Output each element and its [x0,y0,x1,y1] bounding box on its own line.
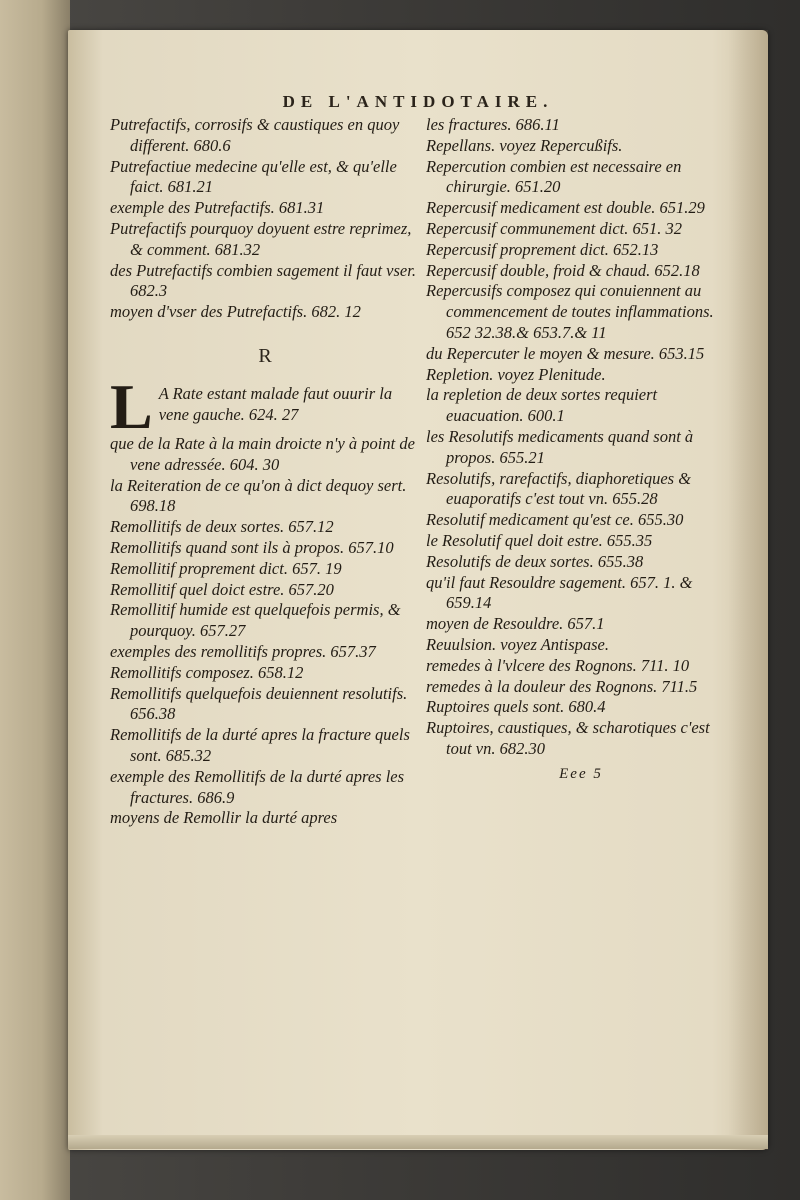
index-entry: remedes à la douleur des Rognons. 711.5 [426,676,698,696]
index-entry: Remollitif humide est quelquefois permis, & pourquoy. 657.27 [110,600,401,641]
index-entry: exemples des remollitifs propres. 657.37 [110,641,376,661]
index-entry: moyen de Resouldre. 657.1 [426,614,605,634]
index-entry: Remollitifs composez. 658.12 [110,662,304,682]
index-entry: Remollitif quel doict estre. 657.20 [110,579,334,599]
index-entry: Putrefactifs pourquoy doyuent estre reprimez, & comment. 681.32 [110,218,412,259]
index-entry: Resolutifs, rarefactifs, diaphoretiques & euaporatifs c'est tout vn. 655.28 [426,468,692,509]
dropcap-entry-text: A Rate estant malade faut ouurir la vene gauche. 624. 27 [158,383,393,424]
index-entry: le Resolutif quel doit estre. 655.35 [426,530,653,550]
index-entry: Reuulsion. voyez Antispase. [426,634,609,654]
index-entry: Remollitifs quelquefois deuiennent resolutifs. 656.38 [110,683,408,724]
index-entry: moyen d'vser des Putrefactifs. 682. 12 [110,302,361,322]
index-entry: moyens de Remollir la durté apres [110,808,338,828]
page-bottom-edge [68,1135,768,1149]
book-page [68,30,768,1150]
index-entry: Remollitifs de la durté apres la fracture quels sont. 685.32 [110,725,410,765]
signature-mark: Eee 5 [559,765,603,782]
right-column [426,115,736,783]
index-entry: Repercusif double, froid & chaud. 652.18 [426,260,700,280]
index-entry: Ruptoires, caustiques, & scharotiques c'est tout vn. 682.30 [426,718,710,758]
index-entry: les fractures. 686.11 [426,115,560,134]
dropcap-entry [110,370,420,442]
index-entry: des Putrefactifs combien sagement il faut vser. 682.3 [110,260,416,301]
dropcap-letter: L [110,370,153,442]
index-entry: Remollitif proprement dict. 657. 19 [110,558,342,578]
index-entry: Resolutifs de deux sortes. 655.38 [426,551,644,571]
running-header: DE L'ANTIDOTAIRE. [282,92,554,111]
index-entry: Remollitifs quand sont ils à propos. 657.10 [110,537,394,557]
index-entry: Ruptoires quels sont. 680.4 [426,697,606,717]
index-entry: Repercusif proprement dict. 652.13 [426,239,659,259]
index-entry: qu'il faut Resouldre sagement. 657. 1. & 659.14 [426,572,693,613]
section-letter: R [258,344,272,367]
index-entry: remedes à l'vlcere des Rognons. 711. 10 [426,655,690,675]
index-entry: exemple des Remollitifs de la durté apres les fractures. 686.9 [110,766,405,807]
index-entry: la Reiteration de ce qu'on à dict dequoy sert. 698.18 [110,475,407,516]
index-entry: Remollitifs de deux sortes. 657.12 [110,517,334,537]
left-page-edge [0,0,70,1200]
index-entry: Repletion. voyez Plenitude. [426,364,606,384]
left-column [110,115,420,829]
index-entry: Repellans. voyez Repercußifs. [426,135,623,155]
index-entry: Repercusif medicament est double. 651.29 [426,198,705,218]
index-entry: Putrefactiue medecine qu'elle est, & qu'elle faict. 681.21 [110,156,397,197]
index-entry: les Resolutifs medicaments quand sont à propos. 655.21 [426,426,694,467]
index-entry: Resolutif medicament qu'est ce. 655.30 [426,510,684,530]
index-entry: Repercusif communement dict. 651. 32 [426,218,682,238]
index-entry: exemple des Putrefactifs. 681.31 [110,198,325,218]
index-entry: que de la Rate à la main droicte n'y à point de vene adressée. 604. 30 [110,433,415,474]
index-entry: Repercusifs composez qui conuiennent au commencement de toutes inflammations. 652 32.38.& 653.7.& 11 [426,281,714,342]
index-entry: Repercution combien est necessaire en chirurgie. 651.20 [426,156,682,197]
index-entry: la repletion de deux sortes requiert euacuation. 600.1 [426,385,658,426]
index-entry: du Repercuter le moyen & mesure. 653.15 [426,343,705,363]
index-entry: Putrefactifs, corrosifs & caustiques en quoy different. 680.6 [110,115,400,155]
